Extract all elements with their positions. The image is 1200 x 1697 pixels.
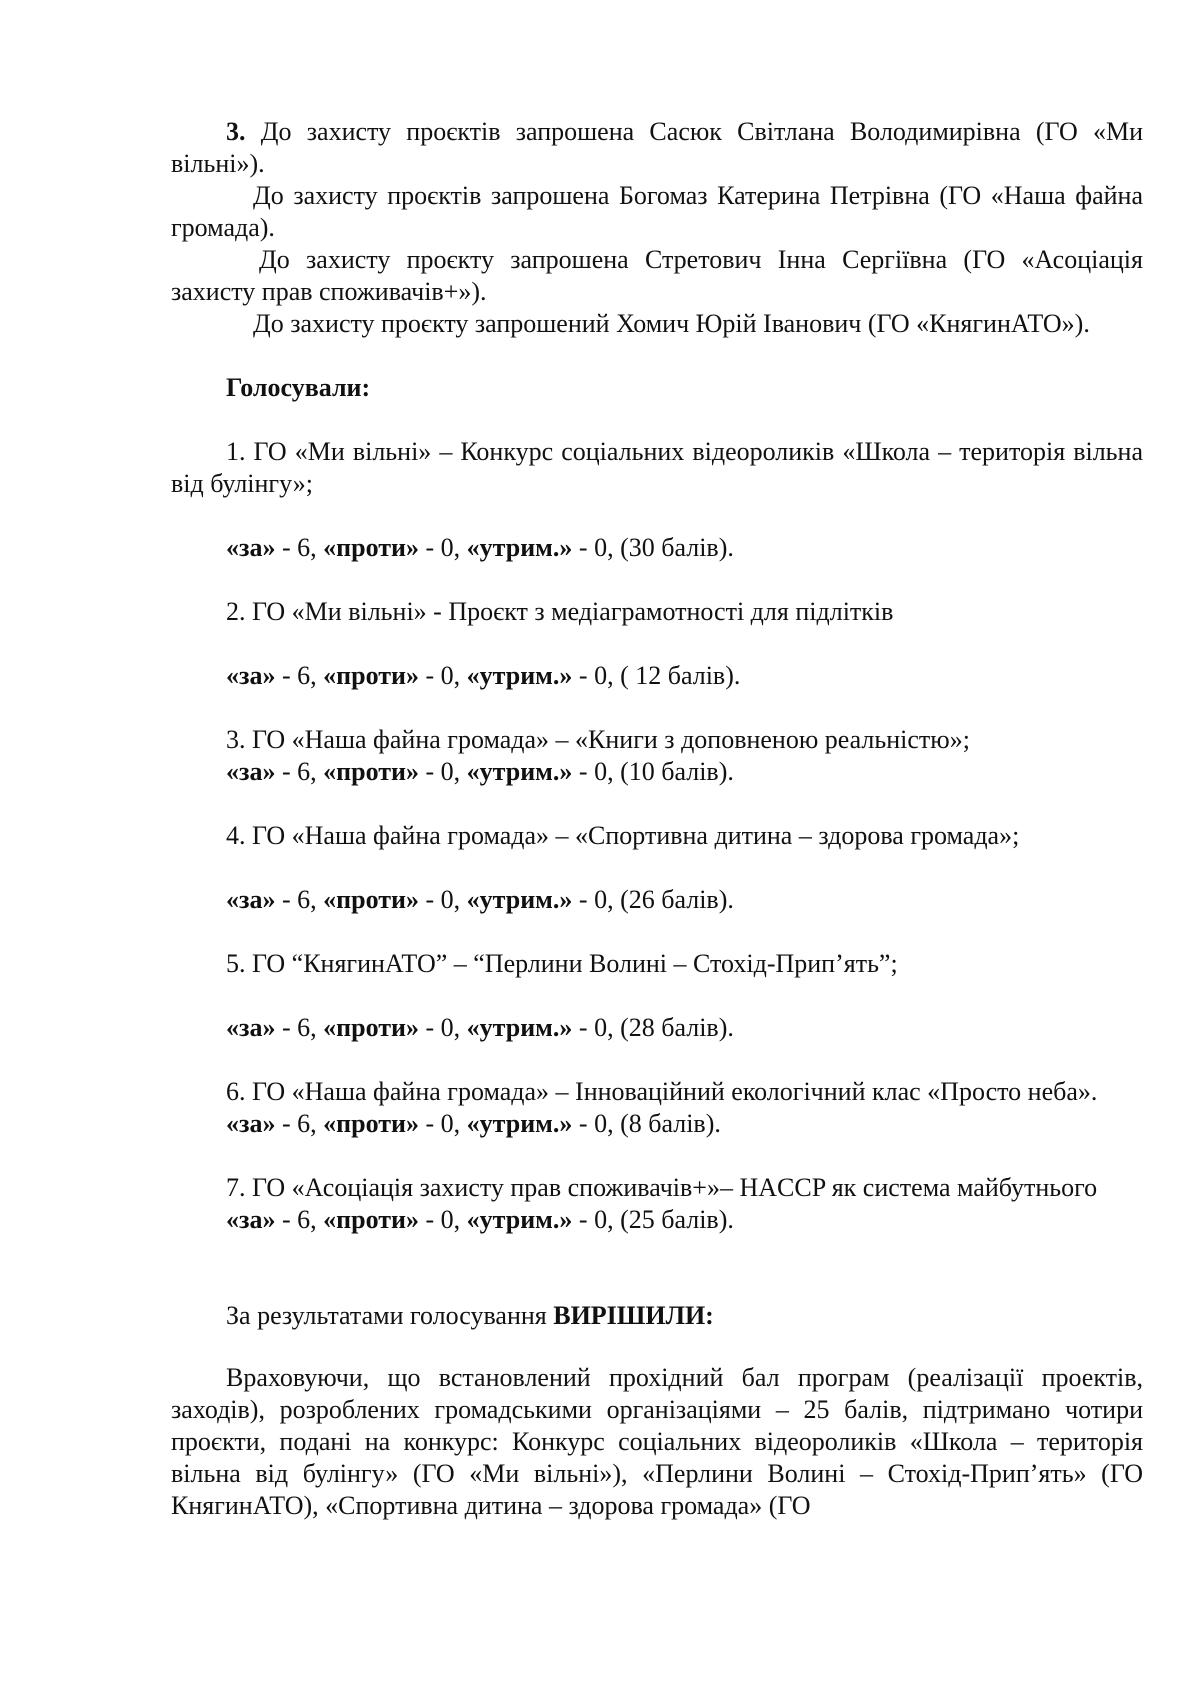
vote-label-utrym: «утрим.» [466,757,573,786]
decided-bold: ВИРІШИЛИ: [553,1301,714,1330]
vote-value-proty: - 0, [418,1205,467,1234]
vote-value-utrym: - 0, (25 балів). [572,1205,734,1234]
voted-heading-text: Голосували: [226,373,371,402]
vote-label-utrym: «утрим.» [466,661,573,690]
vote-value-proty: - 0, [418,661,467,690]
vote-value-utrym: - 0, (8 балів). [572,1109,721,1138]
vote-value-proty: - 0, [418,757,467,786]
vote-label-utrym: «утрим.» [466,885,573,914]
final-paragraph: Враховуючи, що встановлений прохідний бал програм (реалізації проектів, заходів), розроблених громадськими організаціями – 25 балів, підтримано чотири проєкти, подані на конкурс: Конкурс соціальних відеороликів «Школа – територія вільна від булінгу» (ГО «Ми вільні»), «Перлини Волині – Стохід-Прип’ять» (ГО КнягинАТО), «Спортивна дитина – здорова громада» (ГО [171,1363,1143,1520]
vote-value-za: - 6, [275,1013,324,1042]
vote-label-utrym: «утрим.» [466,1013,573,1042]
vote-result-line [226,532,1143,564]
vote-label-proty: «проти» [323,661,419,690]
vote-value-za: - 6, [275,1109,324,1138]
vote-label-za: «за» [226,1013,276,1042]
vote-value-za: - 6, [275,757,324,786]
vote-label-za: «за» [226,757,276,786]
vote-label-proty: «проти» [323,757,419,786]
vote-value-za: - 6, [275,661,324,690]
vote-value-utrym: - 0, (30 балів). [572,533,734,562]
vote-value-utrym: - 0, (26 балів). [572,885,734,914]
vote-label-proty: «проти» [323,885,419,914]
vote-value-za: - 6, [275,533,324,562]
paragraph-invited-3: До захисту проєкту запрошена Стретович Інна Сергіївна (ГО «Асоціація захисту прав споживачів+»). [171,245,1143,306]
vote-label-proty: «проти» [323,1013,419,1042]
document-body [171,116,1143,1522]
vote-item-title: 2. ГО «Ми вільні» - Проєкт з медіаграмотності для підлітків [226,597,894,626]
paragraph-invited-4: До захисту проєкту запрошений Хомич Юрій Іванович (ГО «КнягинАТО»). [253,309,1090,338]
vote-item-title: 6. ГО «Наша файна громада» – Інноваційний екологічний клас «Просто неба». [226,1077,1098,1106]
vote-label-za: «за» [226,885,276,914]
item-number: 3. [226,117,246,146]
vote-result-line [226,884,1143,916]
vote-result-line [226,660,1143,692]
vote-value-proty: - 0, [418,1109,467,1138]
vote-label-proty: «проти» [323,1205,419,1234]
vote-value-za: - 6, [275,885,324,914]
vote-label-za: «за» [226,661,276,690]
vote-label-za: «за» [226,1205,276,1234]
vote-result-line [226,756,1143,788]
vote-label-za: «за» [226,533,276,562]
voted-heading [171,372,1143,404]
vote-value-utrym: - 0, (10 балів). [572,757,734,786]
vote-item-title: 5. ГО “КнягинАТО” – “Перлини Волині – Стохід-Прип’ять”; [226,949,898,978]
vote-label-za: «за» [226,1109,276,1138]
vote-label-utrym: «утрим.» [466,1205,573,1234]
vote-value-utrym: - 0, (28 балів). [572,1013,734,1042]
vote-value-proty: - 0, [418,885,467,914]
decided-prefix: За результатами голосування [226,1301,554,1330]
vote-value-proty: - 0, [418,533,467,562]
vote-label-proty: «проти» [323,1109,419,1138]
vote-result-line [226,1108,1143,1140]
decided-line [171,1300,1143,1332]
vote-item-title: 7. ГО «Асоціація захисту прав споживачів+»– HACCP як система майбутнього [226,1173,1098,1202]
vote-item-title: 1. ГО «Ми вільні» – Конкурс соціальних відеороликів «Школа – територія вільна від булінгу»; [171,437,1143,498]
vote-label-proty: «проти» [323,533,419,562]
vote-label-utrym: «утрим.» [466,1109,573,1138]
paragraph-invited-1 [171,116,1143,180]
vote-value-za: - 6, [275,1205,324,1234]
invited-text-1: До захисту проєктів запрошена Сасюк Світлана Володимирівна (ГО «Ми вільні»). [171,117,1144,178]
vote-item-title: 4. ГО «Наша файна громада» – «Спортивна дитина – здорова громада»; [226,821,1020,850]
vote-value-utrym: - 0, ( 12 балів). [572,661,741,690]
vote-value-proty: - 0, [418,1013,467,1042]
vote-result-line [226,1012,1143,1044]
vote-item-title: 3. ГО «Наша файна громада» – «Книги з доповненою реальністю»; [226,725,970,754]
vote-label-utrym: «утрим.» [466,533,573,562]
vote-result-line [226,1204,1143,1236]
vote-items-list [171,436,1143,1236]
paragraph-invited-2: До захисту проєктів запрошена Богомаз Катерина Петрівна (ГО «Наша файна громада). [171,181,1143,242]
